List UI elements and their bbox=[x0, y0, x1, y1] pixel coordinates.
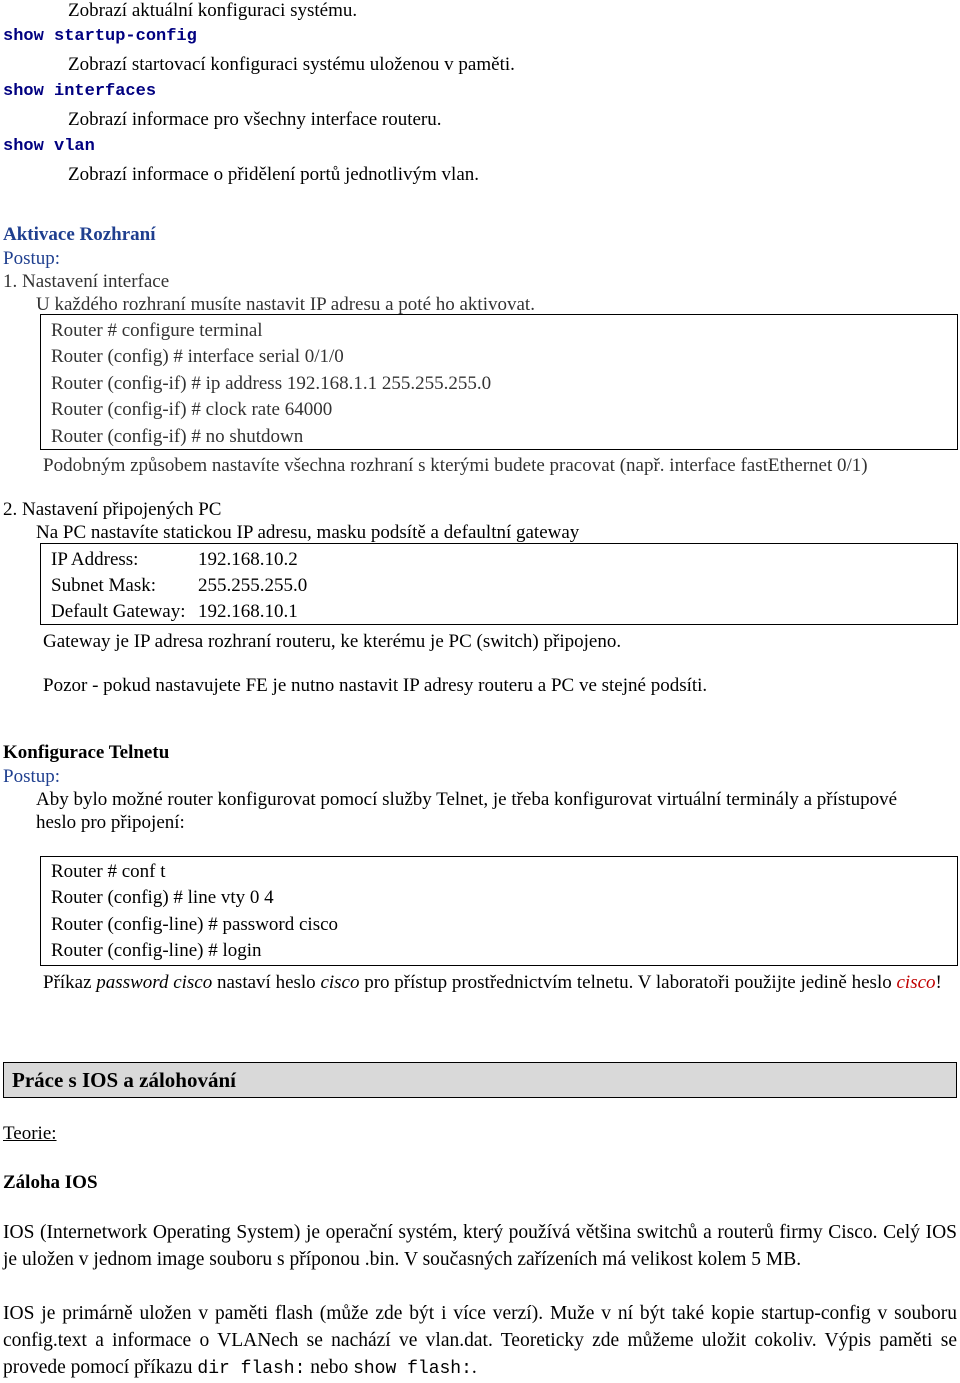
config-line: Router (config) # interface serial 0/1/0 bbox=[51, 346, 344, 367]
config-line: Router (config-if) # clock rate 64000 bbox=[51, 399, 333, 420]
command-desc-vlan: Zobrazí informace o přidělení portů jednotlivým vlan. bbox=[68, 164, 480, 185]
pc-config-box bbox=[40, 543, 958, 625]
box1-note: Podobným způsobem nastavíte všechna rozhraní s kterými budete pracovat (např. interface fastEthernet 0/1) bbox=[43, 455, 868, 476]
telnet-desc-line1: Aby bylo možné router konfigurovat pomocí služby Telnet, je třeba konfigurovat virtuální terminály a přístupové bbox=[36, 789, 898, 810]
config-line: Router (config-line) # password cisco bbox=[51, 914, 339, 935]
command-startup-config: show startup-config bbox=[3, 27, 197, 46]
telnet-note bbox=[43, 969, 957, 996]
paragraph-ios-intro: IOS (Internetwork Operating System) je operační systém, který používá většina switchů a routerů firmy Cisco. Celý IOS je uložen v jednom image souboru s příponou .bin. V současných zařízeních má velikost kolem 5 MB. bbox=[3, 1222, 957, 1270]
postup-label-telnet: Postup: bbox=[3, 766, 61, 787]
postup-label: Postup: bbox=[3, 248, 61, 269]
para-text: nebo bbox=[305, 1357, 354, 1378]
teorie-label: Teorie: bbox=[3, 1123, 57, 1144]
step2-desc: Na PC nastavíte statickou IP adresu, masku podsítě a defaultní gateway bbox=[36, 522, 580, 543]
ip-address-label: IP Address: bbox=[51, 549, 139, 570]
config-line: Router # configure terminal bbox=[51, 320, 263, 341]
ip-address-value: 192.168.10.2 bbox=[198, 549, 298, 570]
subnet-mask-value: 255.255.255.0 bbox=[198, 575, 308, 596]
command-show-flash: show flash: bbox=[353, 1359, 472, 1379]
gateway-value: 192.168.10.1 bbox=[198, 601, 298, 622]
step2-title: 2. Nastavení připojených PC bbox=[3, 499, 222, 520]
step1-desc: U každého rozhraní musíte nastavit IP adresu a poté ho aktivovat. bbox=[36, 294, 535, 315]
para-text: IOS je primárně uložen v paměti flash (může zde být i více verzí). Muže v ní být také kopie startup-config v souboru config.text a informace o VLANech se nachází ve vlan.dat. Teoreticky zde můžeme uložit cokoliv. Výpis paměti se provede pomocí příkazu bbox=[3, 1303, 957, 1378]
config-line: Router (config-line) # login bbox=[51, 940, 262, 961]
telnet-config-box bbox=[40, 856, 958, 966]
warning-note: Pozor - pokud nastavujete FE je nutno nastavit IP adresy routeru a PC ve stejné podsíti. bbox=[43, 675, 708, 696]
command-desc-interfaces: Zobrazí informace pro všechny interface routeru. bbox=[68, 109, 442, 130]
command-desc-startup: Zobrazí startovací konfiguraci systému uloženou v paměti. bbox=[68, 54, 515, 75]
section-heading-bar bbox=[3, 1062, 957, 1098]
command-desc-running: Zobrazí aktuální konfiguraci systému. bbox=[68, 0, 358, 21]
gateway-label: Default Gateway: bbox=[51, 601, 186, 622]
subtitle-zaloha-ios: Záloha IOS bbox=[3, 1172, 98, 1193]
note-text: ! bbox=[935, 972, 942, 993]
paragraph-ios-flash bbox=[3, 1300, 957, 1383]
config-line: Router # conf t bbox=[51, 861, 166, 882]
router-config-box bbox=[40, 314, 958, 450]
config-line: Router (config-if) # no shutdown bbox=[51, 426, 304, 447]
note-emphasis: password cisco bbox=[96, 972, 213, 993]
note-text: pro přístup prostřednictvím telnetu. V laboratoři použijte jedině heslo bbox=[359, 972, 892, 993]
config-line: Router (config-if) # ip address 192.168.1.1 255.255.255.0 bbox=[51, 373, 492, 394]
section-title-ios: Práce s IOS a zálohování bbox=[12, 1068, 236, 1092]
note-password-highlight: cisco bbox=[896, 972, 936, 993]
section-title-telnet: Konfigurace Telnetu bbox=[3, 742, 170, 763]
note-emphasis: cisco bbox=[320, 972, 360, 993]
section-title-aktivace: Aktivace Rozhraní bbox=[3, 224, 156, 245]
step1-title: 1. Nastavení interface bbox=[3, 271, 170, 292]
command-dir-flash: dir flash: bbox=[197, 1359, 306, 1379]
config-line: Router (config) # line vty 0 4 bbox=[51, 887, 274, 908]
note-text: nastaví heslo bbox=[212, 972, 321, 993]
telnet-desc-line2: heslo pro připojení: bbox=[36, 812, 185, 833]
note-text: Příkaz bbox=[43, 972, 97, 993]
subnet-mask-label: Subnet Mask: bbox=[51, 575, 157, 596]
box2-note: Gateway je IP adresa rozhraní routeru, ke kterému je PC (switch) připojeno. bbox=[43, 631, 622, 652]
para-text: . bbox=[471, 1357, 477, 1378]
command-interfaces: show interfaces bbox=[3, 82, 157, 101]
command-vlan: show vlan bbox=[3, 137, 95, 156]
